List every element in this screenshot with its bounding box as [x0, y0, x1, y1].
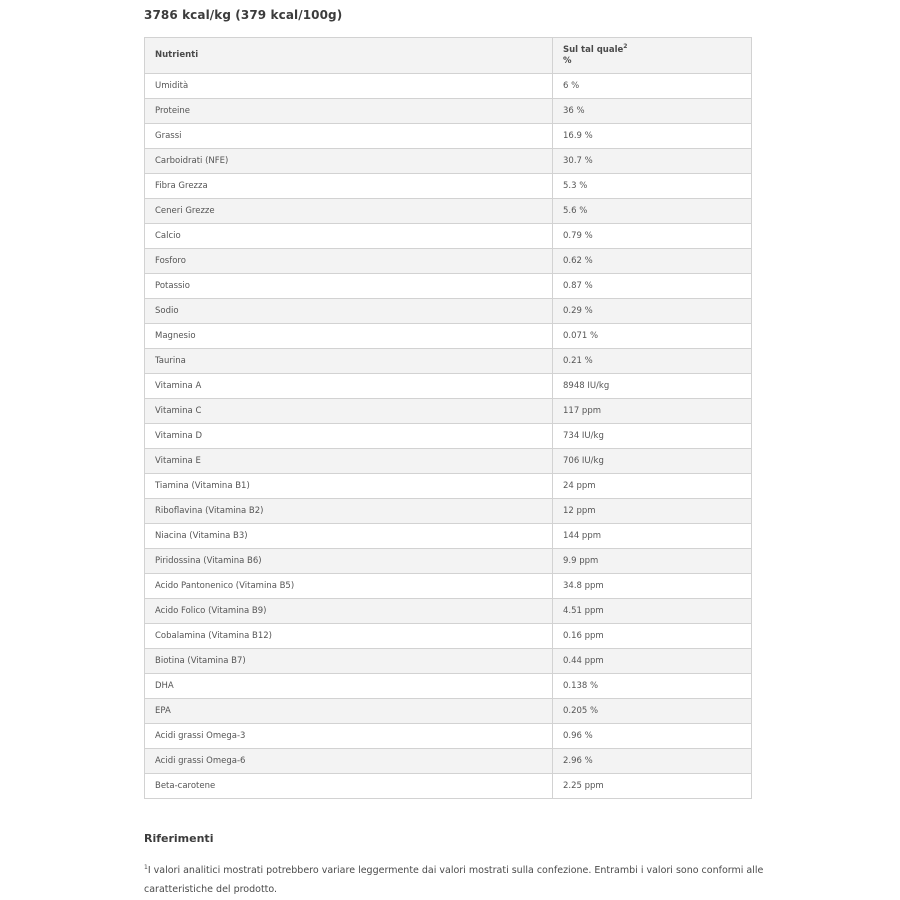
- nutrient-column-header: Nutrienti: [145, 38, 553, 74]
- table-row: [145, 399, 752, 424]
- nutrient-name-cell: Magnesio: [145, 324, 553, 349]
- nutrient-value-cell: 30.7 %: [553, 149, 752, 174]
- nutrient-name-cell: Vitamina A: [145, 374, 553, 399]
- nutrient-value-cell: 6 %: [553, 74, 752, 99]
- nutrient-value-cell: 0.79 %: [553, 224, 752, 249]
- table-row: [145, 649, 752, 674]
- table-row: [145, 474, 752, 499]
- nutrient-name-cell: Ceneri Grezze: [145, 199, 553, 224]
- nutrient-name-cell: Tiamina (Vitamina B1): [145, 474, 553, 499]
- nutrient-value-cell: 117 ppm: [553, 399, 752, 424]
- footnote-marker: 1: [144, 863, 148, 871]
- nutrient-value-cell: 0.16 ppm: [553, 624, 752, 649]
- table-row: [145, 724, 752, 749]
- nutrient-value-cell: 2.96 %: [553, 749, 752, 774]
- table-row: [145, 599, 752, 624]
- nutrient-name-cell: Carboidrati (NFE): [145, 149, 553, 174]
- footnote-marker: 2: [623, 42, 628, 50]
- nutrient-table: [144, 37, 752, 799]
- value-column-label: Sul tal quale: [563, 44, 624, 55]
- table-row: [145, 124, 752, 149]
- table-row: [145, 174, 752, 199]
- nutrient-name-cell: Acidi grassi Omega-3: [145, 724, 553, 749]
- nutrient-name-cell: Vitamina C: [145, 399, 553, 424]
- table-row: [145, 549, 752, 574]
- nutrient-name-cell: Acidi grassi Omega-6: [145, 749, 553, 774]
- table-row: [145, 299, 752, 324]
- table-row: [145, 499, 752, 524]
- nutrient-value-cell: 24 ppm: [553, 474, 752, 499]
- table-row: [145, 374, 752, 399]
- nutrient-value-cell: 0.071 %: [553, 324, 752, 349]
- nutrient-name-cell: Potassio: [145, 274, 553, 299]
- nutrient-name-cell: Fibra Grezza: [145, 174, 553, 199]
- nutrient-name-cell: Niacina (Vitamina B3): [145, 524, 553, 549]
- nutrient-value-cell: 5.3 %: [553, 174, 752, 199]
- table-row: [145, 199, 752, 224]
- table-row: [145, 349, 752, 374]
- table-row: [145, 449, 752, 474]
- nutrient-name-cell: DHA: [145, 674, 553, 699]
- table-row: [145, 774, 752, 799]
- table-row: [145, 674, 752, 699]
- table-row: [145, 424, 752, 449]
- table-row: [145, 324, 752, 349]
- value-column-unit: %: [563, 55, 572, 66]
- nutrient-value-cell: 34.8 ppm: [553, 574, 752, 599]
- nutrient-value-cell: 0.138 %: [553, 674, 752, 699]
- nutrient-rows: [145, 74, 752, 799]
- nutrient-value-cell: 0.29 %: [553, 299, 752, 324]
- nutrient-name-cell: Beta-carotene: [145, 774, 553, 799]
- references-note: [144, 861, 764, 899]
- table-row: [145, 749, 752, 774]
- table-row: [145, 574, 752, 599]
- nutrient-value-cell: 0.96 %: [553, 724, 752, 749]
- references-title: Riferimenti: [144, 832, 214, 845]
- nutrient-name-cell: Proteine: [145, 99, 553, 124]
- nutrient-value-cell: 4.51 ppm: [553, 599, 752, 624]
- nutrient-name-cell: Piridossina (Vitamina B6): [145, 549, 553, 574]
- references-note-text: I valori analitici mostrati potrebbero variare leggermente dai valori mostrati sulla confezione. Entrambi i valori sono conformi alle caratteristiche del prodotto.: [144, 865, 764, 895]
- nutrient-name-cell: Taurina: [145, 349, 553, 374]
- nutrient-name-cell: Grassi: [145, 124, 553, 149]
- table-row: [145, 99, 752, 124]
- table-header-row: [145, 38, 752, 74]
- table-row: [145, 224, 752, 249]
- table-row: [145, 624, 752, 649]
- nutrient-name-cell: Sodio: [145, 299, 553, 324]
- nutrient-name-cell: EPA: [145, 699, 553, 724]
- nutrient-value-cell: 706 IU/kg: [553, 449, 752, 474]
- nutrient-value-cell: 2.25 ppm: [553, 774, 752, 799]
- nutrient-name-cell: Calcio: [145, 224, 553, 249]
- nutrient-value-cell: 0.205 %: [553, 699, 752, 724]
- nutrient-value-cell: 12 ppm: [553, 499, 752, 524]
- table-row: [145, 74, 752, 99]
- nutrient-value-cell: 734 IU/kg: [553, 424, 752, 449]
- nutrient-value-cell: 0.87 %: [553, 274, 752, 299]
- nutrient-name-cell: Vitamina E: [145, 449, 553, 474]
- nutrient-value-cell: 144 ppm: [553, 524, 752, 549]
- nutrient-value-cell: 0.62 %: [553, 249, 752, 274]
- nutrient-name-cell: Fosforo: [145, 249, 553, 274]
- nutrient-value-cell: 9.9 ppm: [553, 549, 752, 574]
- nutrient-value-cell: 5.6 %: [553, 199, 752, 224]
- table-row: [145, 249, 752, 274]
- nutrient-name-cell: Umidità: [145, 74, 553, 99]
- nutrient-name-cell: Vitamina D: [145, 424, 553, 449]
- value-column-header: [553, 38, 752, 74]
- nutrient-value-cell: 16.9 %: [553, 124, 752, 149]
- table-row: [145, 699, 752, 724]
- nutrient-name-cell: Biotina (Vitamina B7): [145, 649, 553, 674]
- nutrient-value-cell: 8948 IU/kg: [553, 374, 752, 399]
- nutrient-name-cell: Acido Pantonenico (Vitamina B5): [145, 574, 553, 599]
- nutrient-value-cell: 36 %: [553, 99, 752, 124]
- table-row: [145, 274, 752, 299]
- nutrient-name-cell: Riboflavina (Vitamina B2): [145, 499, 553, 524]
- nutrient-name-cell: Cobalamina (Vitamina B12): [145, 624, 553, 649]
- nutrient-name-cell: Acido Folico (Vitamina B9): [145, 599, 553, 624]
- table-row: [145, 149, 752, 174]
- nutrient-value-cell: 0.44 ppm: [553, 649, 752, 674]
- table-row: [145, 524, 752, 549]
- nutrient-value-cell: 0.21 %: [553, 349, 752, 374]
- energy-value: 3786 kcal/kg (379 kcal/100g): [144, 8, 343, 22]
